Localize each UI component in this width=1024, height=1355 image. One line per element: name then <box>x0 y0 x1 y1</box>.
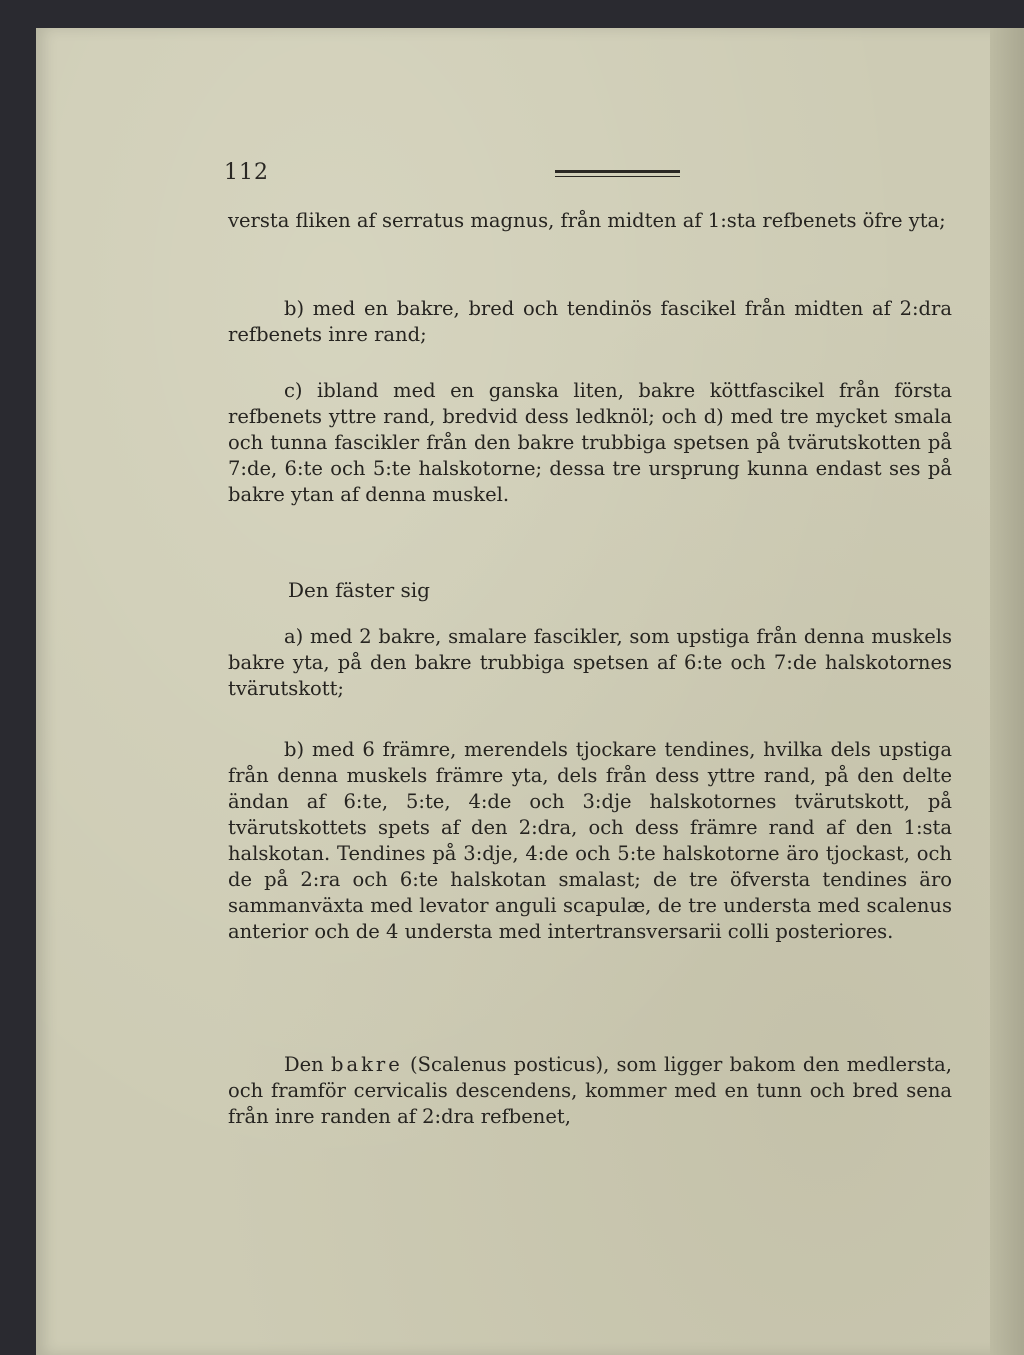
section-heading: Den fäster sig <box>288 578 430 602</box>
paragraph-6-spaced: bakre <box>330 1053 403 1076</box>
paragraph-4: a) med 2 bakre, smalare fascikler, som upstiga från denna muskels bakre yta, på den bakre trubbiga spetsen af 6:te och 7:de halskotornes tvärutskott; <box>228 625 952 700</box>
paragraph-3: c) ibland med en ganska liten, bakre köttfascikel från första refbenets yttre rand, bredvid dess ledknöl; och d) med tre mycket smala och tunna fascikler från den bakre trubbiga spetsen på tvärutskotten på 7:de, 6:te och 5:te halskotorne; dessa tre ursprung kunna endast ses på bakre ytan af denna muskel. <box>228 379 952 506</box>
page-number: 112 <box>224 160 269 185</box>
paragraph-6-rest: (Scalenus posticus), som ligger bakom den medlersta, och framför cervicalis descendens, kommer med en tunn och bred sena från inre randen af 2:dra refbenet, <box>228 1053 953 1128</box>
paragraph-1: versta fliken af serratus magnus, från midten af 1:sta refbenets öfre yta; <box>228 209 946 232</box>
header-rule <box>555 170 680 173</box>
paragraph-6 <box>228 1052 952 1130</box>
page-edge <box>990 28 1024 1355</box>
paragraph-6-lead: Den <box>284 1053 324 1076</box>
paragraph-5: b) med 6 främre, merendels tjockare tendines, hvilka dels upstiga från denna muskels främre yta, dels från dess yttre rand, på den delte ändan af 6:te, 5:te, 4:de och 3:dje halskotornes tvärutskott, på tvärutskottets spets af den 2:dra, och dess främre rand af den 1:sta halskotan. Tendines på 3:dje, 4:de och 5:te halskotorne äro tjockast, och de på 2:ra och 6:te halskotan smalast; de tre öfversta tendines äro sammanväxta med levator anguli scapulæ, de tre understa med scalenus anterior och de 4 understa med intertransversarii colli posteriores. <box>228 738 952 943</box>
paragraph-2: b) med en bakre, bred och tendinös fascikel från midten af 2:dra refbenets inre rand; <box>228 297 952 346</box>
